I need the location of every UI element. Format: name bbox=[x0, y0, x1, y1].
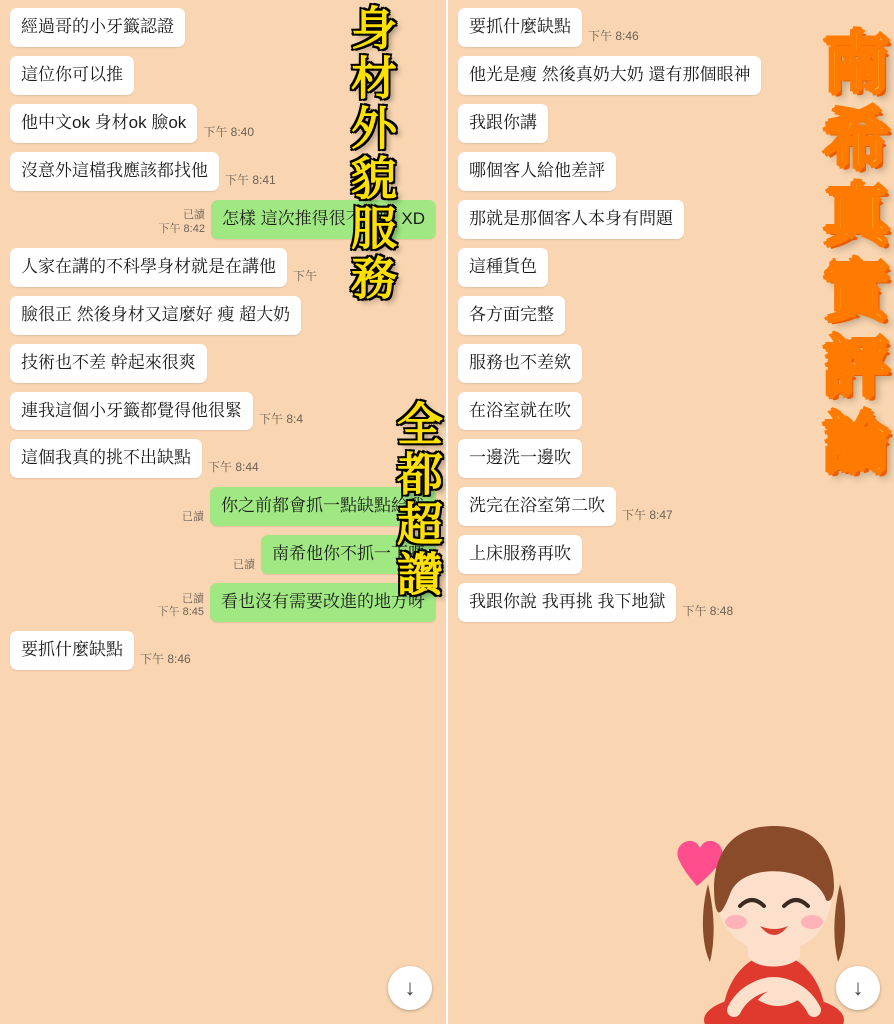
incoming-message-bubble[interactable]: 我跟你講 bbox=[458, 104, 548, 143]
right-message-list[interactable] bbox=[448, 0, 894, 1024]
incoming-message-bubble[interactable]: 臉很正 然後身材又這麼好 瘦 超大奶 bbox=[10, 296, 301, 335]
outgoing-message-bubble[interactable]: 怎樣 這次推得很不錯吧 XD bbox=[211, 200, 436, 239]
message-row bbox=[10, 631, 436, 670]
message-row bbox=[10, 104, 436, 143]
incoming-message-bubble[interactable]: 這位你可以推 bbox=[10, 56, 134, 95]
incoming-message-bubble[interactable]: 要抓什麼缺點 bbox=[10, 631, 134, 670]
message-timestamp: 下午 8:45 bbox=[157, 606, 204, 619]
message-timestamp: 下午 8:48 bbox=[682, 604, 734, 619]
arrow-down-icon: ↓ bbox=[852, 975, 864, 1000]
message-row bbox=[10, 200, 436, 239]
incoming-message-bubble[interactable]: 連我這個小牙籤都覺得他很緊 bbox=[10, 392, 253, 431]
incoming-message-bubble[interactable]: 他光是瘦 然後真奶大奶 還有那個眼神 bbox=[458, 56, 761, 95]
message-row bbox=[10, 152, 436, 191]
message-meta bbox=[233, 559, 255, 573]
incoming-message-bubble[interactable]: 上床服務再吹 bbox=[458, 535, 582, 574]
message-timestamp: 下午 8:4 bbox=[259, 412, 304, 427]
scroll-to-bottom-button-left[interactable] bbox=[388, 966, 432, 1010]
message-timestamp: 下午 8:47 bbox=[622, 508, 673, 523]
message-row bbox=[458, 392, 884, 431]
incoming-message-bubble[interactable]: 他中文ok 身材ok 臉ok bbox=[10, 104, 197, 143]
message-row bbox=[458, 439, 884, 478]
outgoing-message-bubble[interactable]: 你之前都會抓一點缺點給我 bbox=[210, 487, 436, 526]
scroll-to-bottom-button-right[interactable] bbox=[836, 966, 880, 1010]
overlay-headline-column-1: 身材外貌服務 bbox=[345, 4, 397, 304]
incoming-message-bubble[interactable]: 我跟你說 我再挑 我下地獄 bbox=[458, 583, 676, 622]
message-row bbox=[458, 583, 884, 622]
message-row bbox=[10, 439, 436, 478]
incoming-message-bubble[interactable]: 這個我真的挑不出缺點 bbox=[10, 439, 202, 478]
message-row bbox=[10, 344, 436, 383]
incoming-message-bubble[interactable]: 洗完在浴室第二吹 bbox=[458, 487, 616, 526]
incoming-message-bubble[interactable]: 要抓什麼缺點 bbox=[458, 8, 582, 47]
message-timestamp: 下午 8:46 bbox=[140, 652, 191, 667]
message-timestamp: 下午 8:44 bbox=[208, 460, 259, 475]
message-row bbox=[458, 104, 884, 143]
message-row bbox=[10, 535, 436, 574]
message-row bbox=[10, 392, 436, 431]
message-timestamp: 下午 8:46 bbox=[588, 28, 639, 43]
incoming-message-bubble[interactable]: 那就是那個客人本身有問題 bbox=[458, 200, 684, 239]
right-chat-panel bbox=[448, 0, 894, 1024]
outgoing-message-bubble[interactable]: 看也沒有需要改進的地方呀 bbox=[210, 583, 436, 622]
message-row bbox=[458, 535, 884, 574]
incoming-message-bubble[interactable]: 沒意外這檔我應該都找他 bbox=[10, 152, 219, 191]
message-row bbox=[458, 487, 884, 526]
message-meta bbox=[158, 209, 204, 237]
message-row bbox=[10, 487, 436, 526]
incoming-message-bubble[interactable]: 服務也不差欸 bbox=[458, 344, 582, 383]
overlay-title: 南希真實評論 bbox=[814, 28, 888, 484]
arrow-down-icon: ↓ bbox=[404, 975, 416, 1000]
message-row bbox=[458, 152, 884, 191]
message-row bbox=[458, 296, 884, 335]
message-row bbox=[10, 8, 436, 47]
incoming-message-bubble[interactable]: 經過哥的小牙籤認證 bbox=[10, 8, 185, 47]
message-row bbox=[458, 344, 884, 383]
incoming-message-bubble[interactable]: 技術也不差 幹起來很爽 bbox=[10, 344, 207, 383]
message-timestamp: 下午 8:42 bbox=[158, 222, 205, 235]
message-row bbox=[458, 200, 884, 239]
incoming-message-bubble[interactable]: 哪個客人給他差評 bbox=[458, 152, 616, 191]
read-receipt: 已讀 bbox=[182, 209, 205, 222]
left-message-list[interactable] bbox=[0, 0, 446, 1024]
message-row bbox=[10, 583, 436, 622]
message-timestamp: 下午 8:41 bbox=[225, 172, 276, 187]
incoming-message-bubble[interactable]: 這種貨色 bbox=[458, 248, 548, 287]
message-row bbox=[10, 296, 436, 335]
message-row bbox=[458, 248, 884, 287]
message-meta bbox=[182, 511, 204, 525]
message-row bbox=[10, 56, 436, 95]
message-row bbox=[10, 248, 436, 287]
message-row bbox=[458, 8, 884, 47]
read-receipt: 已讀 bbox=[182, 592, 204, 605]
read-receipt: 已讀 bbox=[233, 558, 255, 571]
read-receipt: 已讀 bbox=[182, 510, 204, 523]
message-meta bbox=[158, 593, 204, 621]
outgoing-message-bubble[interactable]: 南希他你不抓一下嗎 bbox=[261, 535, 436, 574]
message-timestamp: 下午 bbox=[293, 268, 318, 283]
incoming-message-bubble[interactable]: 在浴室就在吹 bbox=[458, 392, 582, 431]
incoming-message-bubble[interactable]: 各方面完整 bbox=[458, 296, 565, 335]
message-row bbox=[458, 56, 884, 95]
message-timestamp: 下午 8:40 bbox=[203, 124, 255, 139]
incoming-message-bubble[interactable]: 一邊洗一邊吹 bbox=[458, 439, 582, 478]
incoming-message-bubble[interactable]: 人家在講的不科學身材就是在講他 bbox=[10, 248, 287, 287]
overlay-headline-column-2: 全都超讚 bbox=[391, 400, 443, 600]
